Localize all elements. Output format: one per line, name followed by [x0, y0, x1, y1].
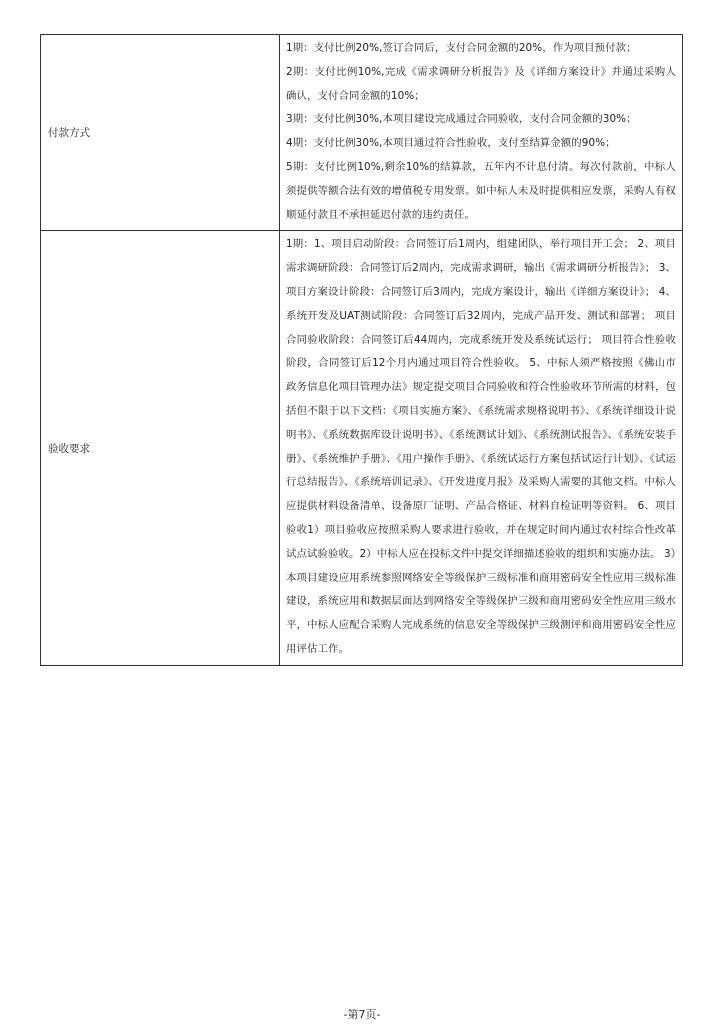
payment-term-5: 5期：支付比例10%,剩余10%的结算款，五年内不计息付清。每次付款前，中标人须提供等额合法有效的增值税专用发票。如中标人未及时提供相应发票，采购人有权顺延付款且不承担延迟付款的违约责任。 — [286, 160, 676, 221]
table-row-acceptance — [41, 231, 683, 665]
payment-term-1: 1期：支付比例20%,签订合同后，支付合同金额的20%，作为项目预付款； — [286, 42, 637, 54]
table-row-payment — [41, 35, 683, 231]
row-label-payment: 付款方式 — [41, 35, 280, 231]
acceptance-requirements-text: 1期：1、项目启动阶段：合同签订后1周内，组建团队，举行项目开工会； 2、项目需求调研阶段：合同签订后2周内，完成需求调研，输出《需求调研分析报告》； 3、项目方案设计阶段：合同签订后3周内，完成方案设计，输出《详细方案设计》； 4、系统开发及UAT测试阶段：合同签订后32周内，完成产品开发、测试和部署； 项目合同验收阶段：合同签订后44周内，完成系统开发及系统试运行； 项目符合性验收阶段，合同签订后12个月内通过项目符合性验收。 5、中标人须严格按照《佛山市政务信息化项目管理办法》规定提交项目合同验收和符合性验收环节所需的材料，包括但不限于以下文档：《项目实施方案》、《系统需求规格说明书》、《系统详细设计说明书》、《系统数据库设计说明书》、《系统测试计划》、《系统测试报告》、《系统安装手册》、《系统维护手册》、《用户操作手册》、《系统试运行方案包括试运行计划》、《试运行总结报告》、《系统培训记录》、《开发进度月报》及采购人需要的其他文档。中标人应提供材料设备清单、设备原厂证明、产品合格证、材料自检证明等资料。 6、项目验收1）项目验收应按照采购人要求进行验收，并在规定时间内通过农村综合性改革试点试验验收。2）中标人应在投标文件中提交详细描述验收的组织和实施办法。 3）本项目建设应用系统参照网络安全等级保护三级标准和商用密码安全性应用三级标准建设，系统应用和数据层面达到网络安全等级保护三级和商用密码安全性应用三级水平，中标人应配合采购人完成系统的信息安全等级保护三级测评和商用密码安全性应用评估工作。 — [286, 238, 676, 655]
row-label-acceptance: 验收要求 — [41, 231, 280, 665]
row-content-payment — [280, 35, 683, 231]
requirements-table — [40, 34, 683, 666]
payment-term-3: 3期：支付比例30%,本项目建设完成通过合同验收，支付合同金额的30%； — [286, 113, 637, 126]
page-number: -第7页- — [343, 1008, 381, 1021]
payment-term-4: 4期：支付比例30%,本项目通过符合性验收，支付至结算金额的90%； — [286, 137, 616, 150]
payment-term-2: 2期：支付比例10%,完成《需求调研分析报告》及《详细方案设计》并通过采购人确认，支付合同金额的10%； — [286, 65, 676, 102]
row-content-acceptance — [280, 231, 683, 665]
